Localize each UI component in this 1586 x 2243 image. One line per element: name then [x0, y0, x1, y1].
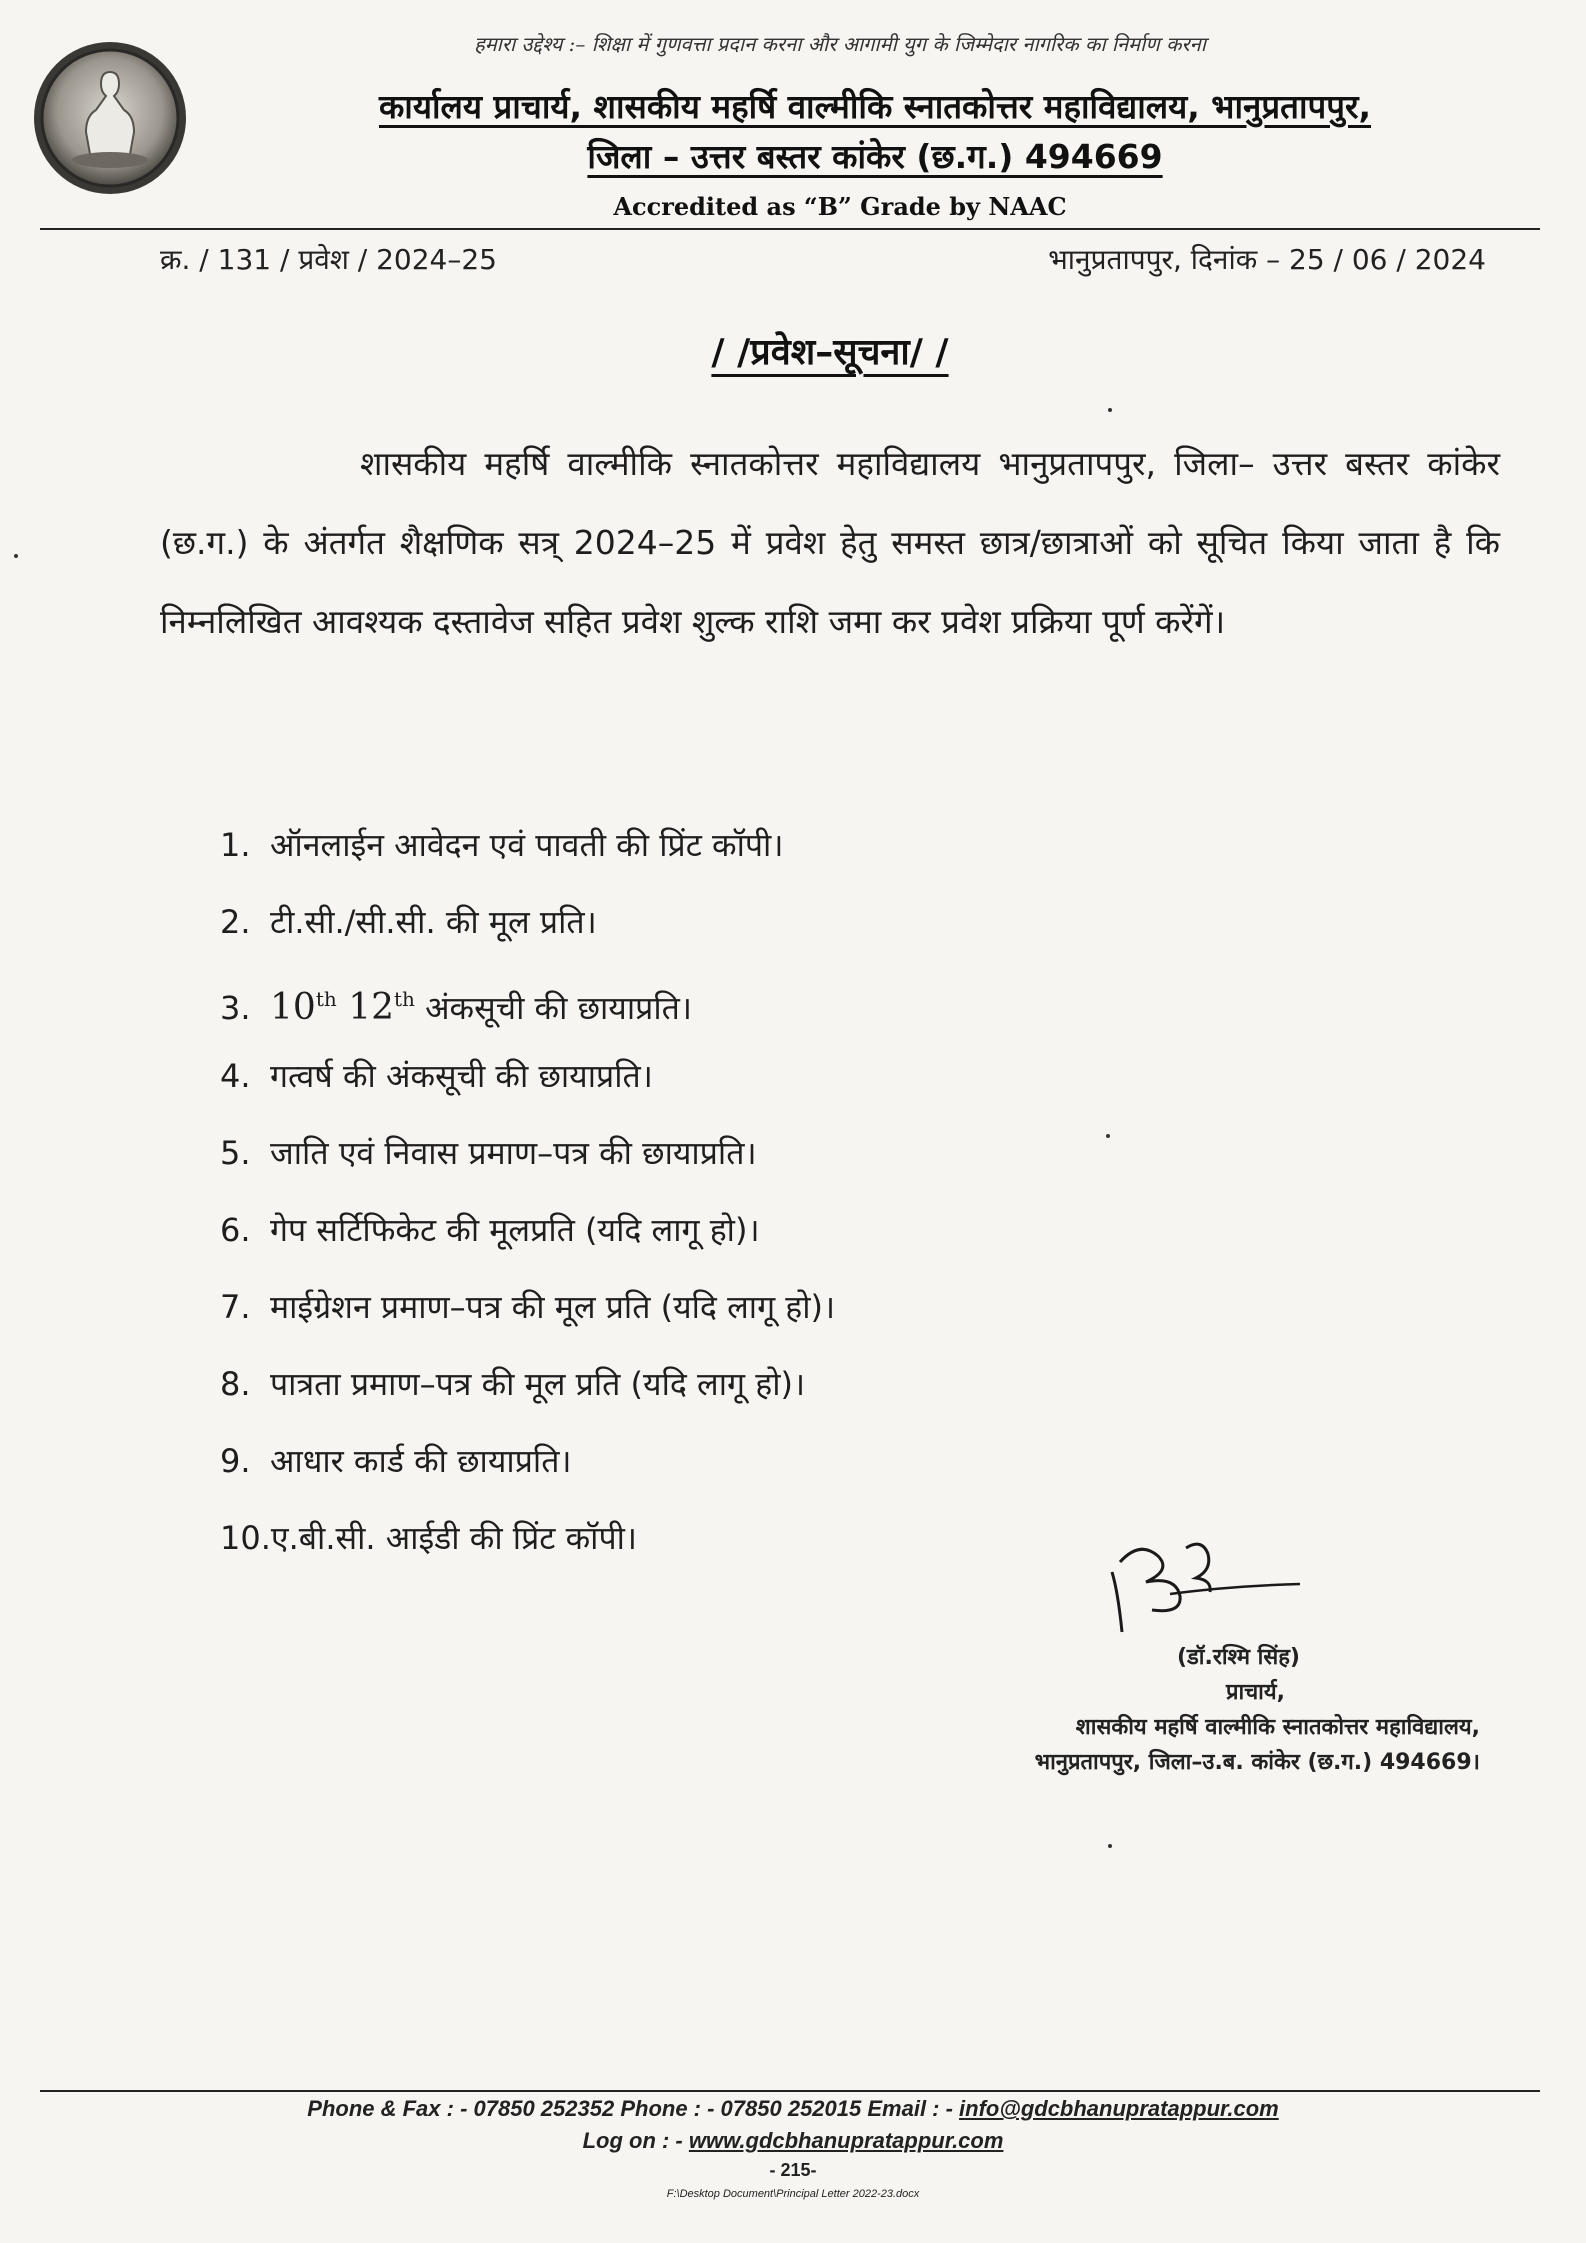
page-number: - 215- — [769, 2160, 817, 2180]
office-header — [240, 82, 1510, 182]
principal-signature — [1090, 1532, 1310, 1642]
list-item: 6. गेप सर्टिफिकेट की मूलप्रति (यदि लागू हो)। — [220, 1211, 760, 1249]
list-item: 10.ए.बी.सी. आईडी की प्रिंट कॉपी। — [220, 1519, 638, 1557]
list-item: 7. माईग्रेशन प्रमाण–पत्र की मूल प्रति (यदि लागू हो)। — [220, 1288, 836, 1326]
reference-number: क्र. / 131 / प्रवेश / 2024–25 — [160, 243, 497, 276]
college-address-line: भानुप्रतापपुर, जिला–उ.ब. कांकेर (छ.ग.) 494669। — [1034, 1750, 1480, 1775]
list-item: 8. पात्रता प्रमाण–पत्र की मूल प्रति (यदि लागू हो)। — [220, 1365, 806, 1403]
list-item: 3. 10th 12th अंकसूची की छायाप्रति। — [220, 987, 692, 1028]
speck — [1108, 1844, 1112, 1848]
principal-designation: प्राचार्य, — [1225, 1680, 1285, 1705]
college-motto: हमारा उद्देश्य :– शिक्षा में गुणवत्ता प्रदान करना और आगामी युग के जिम्मेदार नागरिक का निर्माण करना — [474, 32, 1206, 56]
office-line-2: जिला – उत्तर बस्तर कांकेर (छ.ग.) 494669 — [587, 137, 1163, 176]
college-seal-logo — [30, 38, 190, 198]
phone-number: 07850 252015 — [720, 2096, 862, 2121]
footer-contact: Phone & Fax : - 07850 252352 Phone : - 07850 252015 Email : - info@gdcbhanupratappur.com — [307, 2096, 1279, 2121]
speck — [1108, 408, 1112, 412]
footer-divider — [40, 2090, 1540, 2092]
file-path: F:\Desktop Document\Principal Letter 2022-23.docx — [666, 2188, 920, 2200]
footer-website: Log on : - www.gdcbhanupratappur.com — [582, 2128, 1004, 2153]
notice-title: / /प्रवेश–सूचना/ / — [711, 332, 949, 373]
header-divider — [40, 228, 1540, 230]
speck — [1106, 1134, 1110, 1138]
accreditation-text: Accredited as “B” Grade by NAAC — [613, 192, 1067, 221]
list-item: 1. ऑनलाईन आवेदन एवं पावती की प्रिंट कॉपी। — [220, 826, 784, 864]
list-item: 2. टी.सी./सी.सी. की मूल प्रति। — [220, 903, 597, 941]
signature-block — [900, 1640, 1480, 1780]
speck — [14, 554, 18, 558]
list-item: 4. गत्वर्ष की अंकसूची की छायाप्रति। — [220, 1057, 653, 1095]
college-name-line: शासकीय महर्षि वाल्मीकि स्नातकोत्तर महाविद्यालय, — [1075, 1715, 1480, 1740]
email-link[interactable]: info@gdcbhanupratappur.com — [959, 2096, 1279, 2121]
list-item: 9. आधार कार्ड की छायाप्रति। — [220, 1442, 572, 1480]
notice-intro-paragraph: शासकीय महर्षि वाल्मीकि स्नातकोत्तर महाविद्यालय भानुप्रतापपुर, जिला– उत्तर बस्तर कांकेर (छ.ग.) के अंतर्गत शैक्षणिक सत्र् 2024–25 में प्रवेश हेतु समस्त छात्र/छात्राओं को सूचित किया जाता है कि निम्नलिखित आवश्यक दस्तावेज सहित प्रवेश शुल्क राशि जमा कर प्रवेश प्रक्रिया पूर्ण करेंगें। — [160, 444, 1500, 641]
principal-name: (डॉ.रश्मि सिंह) — [1176, 1645, 1300, 1670]
list-item: 5. जाति एवं निवास प्रमाण–पत्र की छायाप्रति। — [220, 1134, 757, 1172]
office-line-1: कार्यालय प्राचार्य, शासकीय महर्षि वाल्मीकि स्नातकोत्तर महाविद्यालय, भानुप्रतापपुर, — [378, 87, 1372, 126]
documents-list — [220, 812, 1320, 1582]
place-date: भानुप्रतापपुर, दिनांक – 25 / 06 / 2024 — [1048, 243, 1486, 276]
website-link[interactable]: www.gdcbhanupratappur.com — [688, 2128, 1004, 2153]
phone-fax-number: 07850 252352 — [473, 2096, 615, 2121]
